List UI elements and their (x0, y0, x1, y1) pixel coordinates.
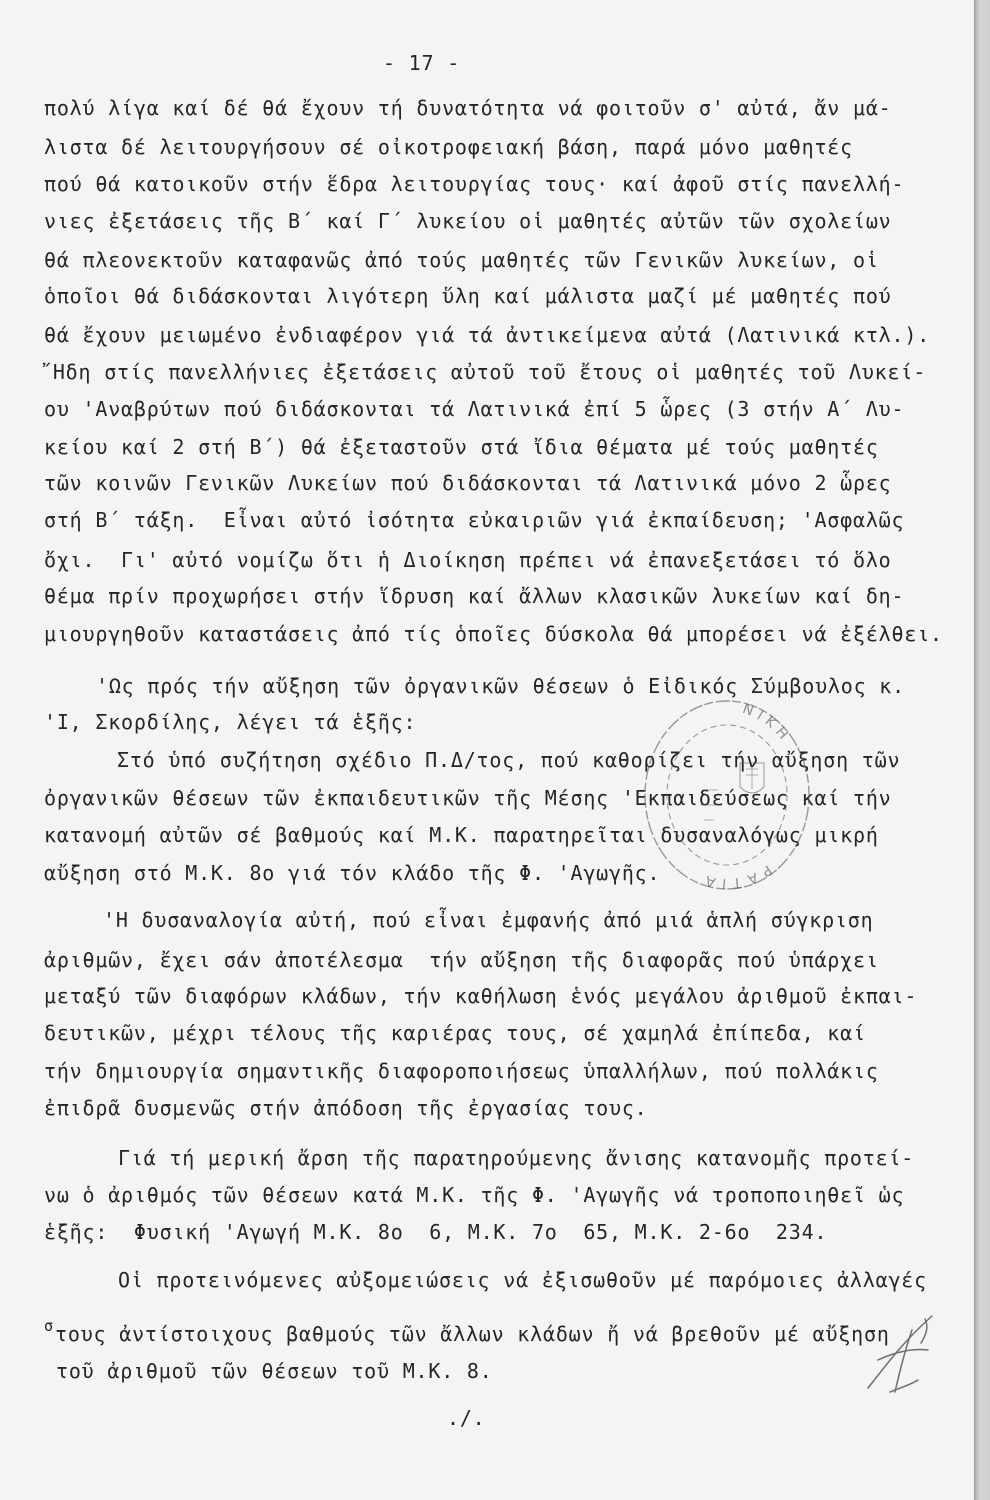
text-line: νω ὁ ἀριθμός τῶν θέσεων κατά Μ.Κ. τῆς Φ. 'Αγωγῆς νά τροποποιηθεῖ ὡς (44, 1183, 905, 1207)
text-line: αὔξηση στό Μ.Κ. 8ο γιά τόν κλάδο τῆς Φ. 'Αγωγῆς. (44, 861, 661, 885)
svg-text:ΝΙΚΗ (740, 701, 794, 746)
text-line: τήν δημιουργία σημαντικῆς διαφοροποιήσεως ὑπαλλήλων, πού πολλάκις (44, 1059, 879, 1083)
text-line: Στό ὑπό συζήτηση σχέδιο Π.Δ/τος, πού καθορίζει τήν αὔξηση τῶν (117, 748, 901, 772)
text-line: πού θά κατοικοῦν στήν ἕδρα λειτουργίας τους· καί ἀφοῦ στίς πανελλή- (44, 172, 905, 196)
text-line: Οἱ προτεινόμενες αὐξομειώσεις νά ἐξισωθοῦν μέ παρόμοιες ἀλλαγές (118, 1268, 927, 1292)
stamp-top-lettering: ΝΙΚΗ (740, 701, 795, 747)
text-line: ου 'Αναβρύτων πού διδάσκονται τά Λατινικά ἐπί 5 ὧρες (3 στήν Α΄ Λυ- (44, 397, 905, 421)
text-line: ὄχι. Γι' αὐτό νομίζω ὅτι ἡ Διοίκηση πρέπει νά ἐπανεξετάσει τό ὅλο (44, 548, 892, 572)
text-line: 'Η δυσαναλογία αὐτή, πού εἶναι ἐμφανής ἀπό μιά ἁπλή σύγκριση (103, 908, 874, 932)
text-line: κατανομή αὐτῶν σέ βαθμούς καί Μ.Κ. παρατηρεῖται δυσαναλόγως μικρή (44, 823, 879, 847)
text-line: Γιά τή μερική ἄρση τῆς παρατηρούμενης ἄνισης κατανομῆς προτεί- (118, 1146, 915, 1170)
text-line: δευτικῶν, μέχρι τέλους τῆς καριέρας τους, σέ χαμηλά ἐπίπεδα, καί (44, 1021, 866, 1045)
handwritten-signature (855, 1305, 945, 1405)
text-line: θά πλεονεκτοῦν καταφανῶς ἀπό τούς μαθητές τῶν Γενικῶν λυκείων, οἱ (44, 248, 879, 272)
inserted-superscript: σ (44, 1317, 54, 1335)
text-line: πολύ λίγα καί δέ θά ἔχουν τή δυνατότητα νά φοιτοῦν σ' αὐτά, ἄν μά- (44, 96, 892, 120)
text-line: λιστα δέ λειτουργήσουν σέ οἰκοτροφειακή βάση, παρά μόνο μαθητές (44, 135, 853, 159)
text-line: ἀριθμῶν, ἔχει σάν ἀποτέλεσμα τήν αὔξηση τῆς διαφορᾶς πού ὑπάρχει (44, 948, 879, 972)
text-line: τοῦ ἀριθμοῦ τῶν θέσεων τοῦ Μ.Κ. 8. (56, 1359, 493, 1383)
text-line: στή Β΄ τάξη. Εἶναι αὐτό ἰσότητα εὐκαιριῶν γιά ἐκπαίδευση; 'Ασφαλῶς (44, 508, 905, 532)
text-line: ἑξῆς: Φυσική 'Αγωγή Μ.Κ. 8ο 6, Μ.Κ. 7ο 65, Μ.Κ. 2-6ο 234. (44, 1220, 828, 1244)
scan-page-edge (974, 0, 990, 1500)
text-line: μιουργηθοῦν καταστάσεις ἀπό τίς ὁποῖες δύσκολα θά μπορέσει νά ἐξέλθει. (44, 622, 943, 646)
svg-text:ΡΑΤΙΑ (698, 861, 774, 891)
stamp-bottom-lettering: ΡΑΤΙΑ (698, 861, 775, 892)
continuation-mark: ./. (447, 1406, 486, 1430)
text-line: κείου καί 2 στή Β΄) θά ἐξεταστοῦν στά ἴδια θέματα μέ τούς μαθητές (44, 435, 879, 459)
text-line: τῶν κοινῶν Γενικῶν Λυκείων πού διδάσκονται τά Λατινικά μόνο 2 ὧρες (44, 471, 892, 495)
official-stamp (640, 695, 815, 895)
text-line: ῎Ηδη στίς πανελλήνιες ἐξετάσεις αὐτοῦ τοῦ ἔτους οἱ μαθητές τοῦ Λυκεί- (40, 360, 927, 384)
text-line-body: τους ἀντίστοιχους βαθμούς τῶν ἄλλων κλάδων ἤ νά βρεθοῦν μέ αὔξηση (55, 1322, 890, 1346)
text-line: μεταξύ τῶν διαφόρων κλάδων, τήν καθήλωση ἑνός μεγάλου ἀριθμοῦ ἐκπαι- (44, 984, 918, 1008)
text-line: 'Ι, Σκορδίλης, λέγει τά ἑξῆς: (44, 710, 417, 734)
text-line: θέμα πρίν προχωρήσει στήν ἵδρυση καί ἄλλων κλασικῶν λυκείων καί δη- (44, 584, 905, 608)
text-line: ἐπιδρᾶ δυσμενῶς στήν ἀπόδοση τῆς ἐργασίας τους. (44, 1096, 648, 1120)
text-line: θά ἔχουν μειωμένο ἐνδιαφέρον γιά τά ἀντικείμενα αὐτά (Λατινικά κτλ.). (44, 323, 931, 347)
text-line: νιες ἐξετάσεις τῆς Β΄ καί Γ΄ λυκείου οἱ μαθητές αὐτῶν τῶν σχολείων (44, 209, 892, 233)
page-number: - 17 - (383, 51, 461, 75)
text-line: 'Ως πρός τήν αὔξηση τῶν ὀργανικῶν θέσεων ὁ Εἰδικός Σύμβουλος κ. (96, 674, 905, 698)
text-line (44, 1317, 890, 1348)
text-line: ὁποῖοι θά διδάσκονται λιγότερη ὕλη καί μάλιστα μαζί μέ μαθητές πού (44, 284, 892, 308)
text-line: ὀργανικῶν θέσεων τῶν ἐκπαιδευτικῶν τῆς Μέσης 'Εκπαιδεύσεως καί τήν (44, 786, 892, 810)
